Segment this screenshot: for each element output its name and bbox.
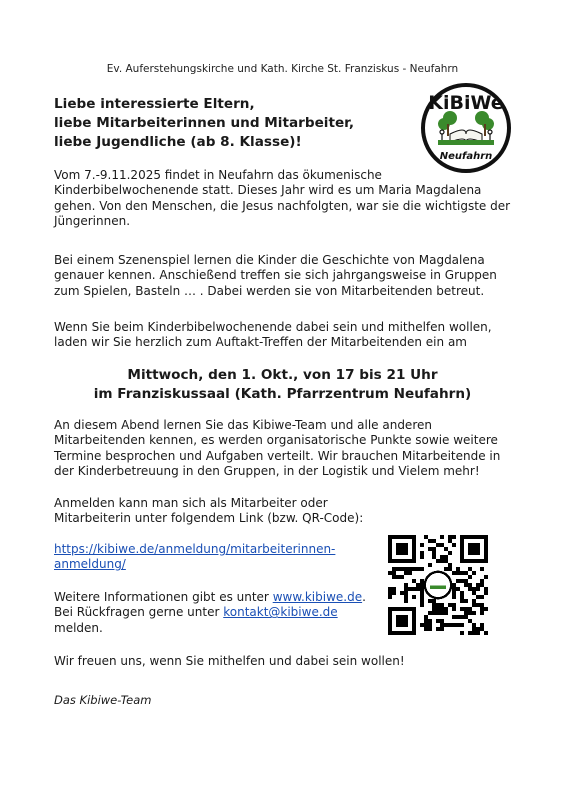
greeting-line-2: liebe Mitarbeiterinnen und Mitarbeiter, [54, 115, 355, 131]
info-block [54, 590, 384, 636]
contact-prefix: Bei Rückfragen gerne unter [54, 605, 224, 620]
paragraph-intro: Vom 7.-9.11.2025 findet in Neufahrn das ökumenische Kinderbibelwochenende statt. Dieses Jahr wird es um Maria Magdalena gehen. Von den Menschen, die Jesus nachfolgten, war sie die wichtigste der Jüngerinnen. [54, 168, 511, 228]
logo-sub: Neufahrn [439, 151, 493, 162]
email-link[interactable]: kontakt@kibiwe.de [223, 605, 338, 620]
paragraph-invite: Wenn Sie beim Kinderbibelwochenende dabei sein und mithelfen wollen, laden wir Sie herzlich zum Auftakt-Treffen der Mitarbeitenden ein am [54, 320, 492, 350]
info-suffix: . [362, 590, 366, 604]
paragraph-evening: An diesem Abend lernen Sie das Kibiwe-Team und alle anderen Mitarbeitenden kennen, es werden organisatorische Punkte sowie weitere Termine besprochen und Aufgaben verteilt. Wir brauchen Mitarbeitende in der Kinderbetreuung in den Gruppen, in der Logistik und Vielem mehr! [54, 418, 501, 478]
event-date: Mittwoch, den 1. Okt., von 17 bis 21 Uhr [127, 367, 438, 383]
website-link[interactable]: www.kibiwe.de [272, 590, 363, 604]
greeting [54, 95, 384, 152]
contact-suffix: melden. [54, 620, 103, 635]
register-link[interactable]: https://kibiwe.de/anmeldung/mitarbeiterinnen- anmeldung/ [54, 542, 336, 572]
register-link-block [54, 542, 374, 573]
paragraph-closing: Wir freuen uns, wenn Sie mithelfen und dabei sein wollen! [54, 654, 405, 668]
signature: Das Kibiwe-Team [54, 693, 152, 707]
logo-word: KiBiWe [428, 92, 504, 114]
header-text: Ev. Auferstehungskirche und Kath. Kirche St. Franziskus - Neufahrn [106, 63, 459, 75]
event-location: im Franziskussaal (Kath. Pfarrzentrum Neufahrn) [93, 386, 472, 402]
greeting-line-3: liebe Jugendliche (ab 8. Klasse)! [54, 134, 302, 150]
paragraph-register: Anmelden kann man sich als Mitarbeiter oder Mitarbeiterin unter folgendem Link (bzw. QR-Code): [54, 496, 364, 526]
qr-code-icon[interactable] [388, 535, 488, 635]
info-prefix: Weitere Informationen gibt es unter [54, 590, 273, 604]
greeting-line-1: Liebe interessierte Eltern, [54, 96, 255, 112]
paragraph-play: Bei einem Szenenspiel lernen die Kinder die Geschichte von Magdalena genauer kennen. Anschießend treffen sie sich jahrgangsweise in Gruppen zum Spielen, Basteln … . Dabei werden sie von Mitarbeitenden betreut. [54, 253, 497, 298]
kibiwe-logo-icon [420, 82, 512, 174]
event-info [0, 366, 565, 404]
